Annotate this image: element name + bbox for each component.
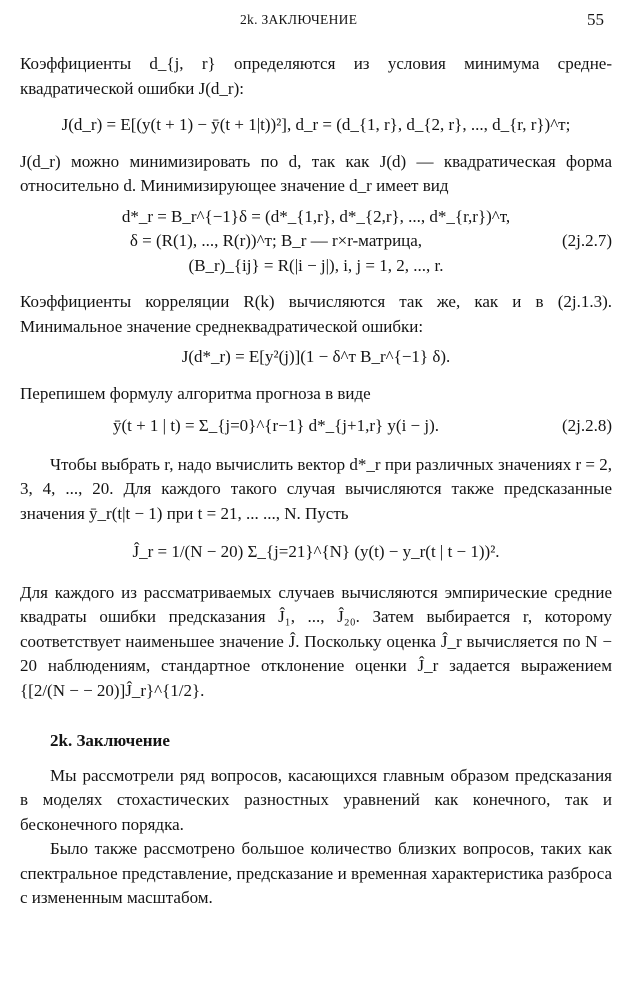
paragraph-2: J(d_r) можно минимизировать по d, так как J(d) — квадратическая форма относительно d. Минимизирующее значение d_r имеет вид xyxy=(20,151,612,195)
paragraph-7: Мы рассмотрели ряд вопросов, касающихся главным образом предсказания в моделях стохастических разностных уравнений как конечного, так и бесконечного порядка. xyxy=(20,765,612,834)
equation-number-2j-2-7: (2j.2.7) xyxy=(561,231,612,250)
equation-empirical-error: Ĵ_r = 1/(N − 20) Σ_{j=21}^{N} (y(t) − y_r(t | t − 1))². xyxy=(132,542,500,561)
paragraph-3: Коэффициенты корреляции R(k) вычисляются так же, как и в (2j.1.3). Минимальное значение среднеквадратической ошибки: xyxy=(20,292,612,336)
equation-error-criterion: J(d_r) = E[(y(t + 1) − ȳ(t + 1|t))²], d_r = (d_{1, r}, d_{2, r}, ..., d_{r, r})^т; xyxy=(61,115,571,134)
equation-prediction-algorithm: ȳ(t + 1 | t) = Σ_{j=0}^{r−1} d*_{j+1,r} y(i − j). (2j.2.8) xyxy=(20,414,612,439)
page-number: 55 xyxy=(587,10,604,29)
paragraph-5: Чтобы выбрать r, надо вычислить вектор d*_r при различных значениях r = 2, 3, 4, ..., 20. Для каждого такого случая вычисляются также предсказанные значения ȳ_r(t|t − 1) при t = 21, ... ..., N. Пусть xyxy=(20,454,612,523)
equation-matrix-elements: (B_r)_{ij} = R(|i − j|), i, j = 1, 2, ..., r. xyxy=(188,255,444,275)
equation-number-2j-2-8: (2j.2.8) xyxy=(561,416,612,435)
section-heading: 2k. Заключение xyxy=(50,731,170,750)
equation-optimal-coefficients: d*_r = B_r^{−1}δ = (d*_{1,r}, d*_{2,r}, ..., d*_{r,r})^т, xyxy=(121,206,511,226)
paragraph-1: Коэффициенты d_{j, r} определяются из условия минимума средне-квадратической ошибки J(d_r): xyxy=(20,54,612,98)
paragraph-4: Перепишем формулу алгоритма прогноза в виде xyxy=(20,383,371,403)
paragraph-6: Для каждого из рассматриваемых случаев вычисляются эмпирические средние квадраты ошибки предсказания Ĵ₁, ..., Ĵ₂₀. Затем выбирается r, которому соответствует наименьшее значение Ĵ. Поскольку оценка Ĵ_r вычисляется по N − 20 наблюдениям, стандартное отклонение оценки Ĵ_r задается выражением {[2/(N − − 20)]Ĵ_r}^{1/2}. xyxy=(20,582,612,700)
running-header xyxy=(0,10,630,34)
equation-delta-definition: δ = (R(1), ..., R(r))^т; B_r — r×r-матрица, (2j.2.7) xyxy=(20,229,612,254)
equation-minimum-error: J(d*_r) = E[y²(j)](1 − δ^т B_r^{−1} δ). xyxy=(181,347,451,366)
header-title: 2k. ЗАКЛЮЧЕНИЕ xyxy=(240,12,358,27)
page-content xyxy=(20,52,612,911)
paragraph-8: Было также рассмотрено большое количество близких вопросов, таких как спектральное представление, предсказание и временная характеристика разброса с измененным масштабом. xyxy=(20,839,612,907)
